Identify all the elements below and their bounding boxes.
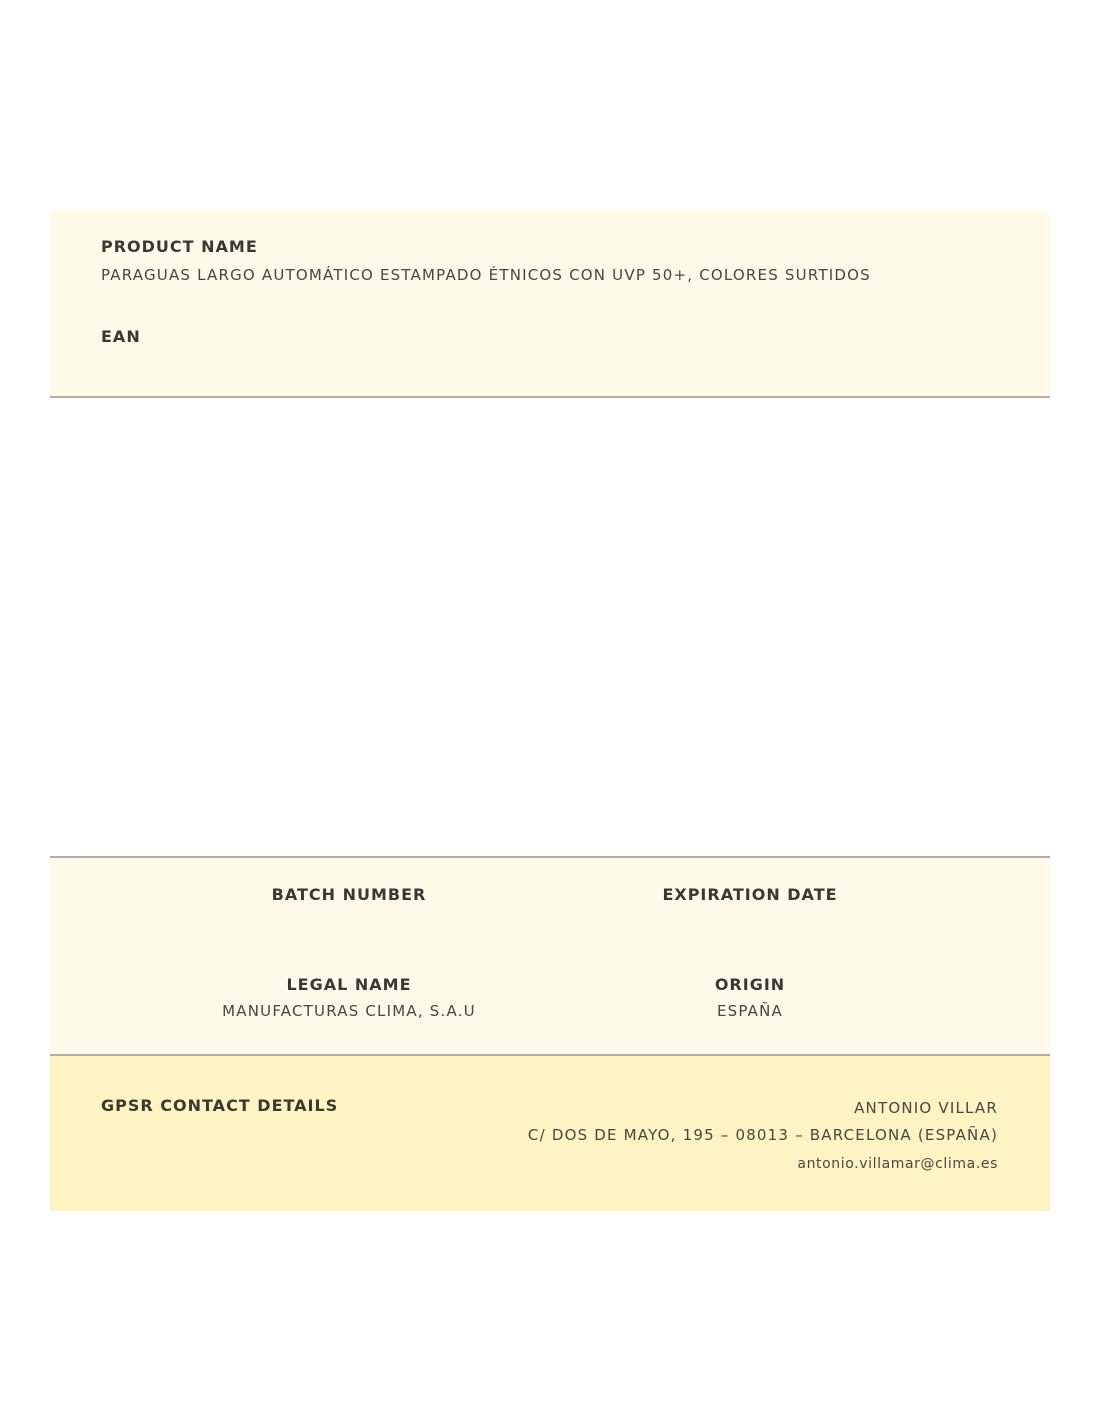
product-info-panel: [50, 211, 1050, 398]
contact-address: C/ DOS DE MAYO, 195 – 08013 – BARCELONA (ESPAÑA): [527, 1126, 998, 1144]
legal-name-value: MANUFACTURAS CLIMA, S.A.U: [222, 1002, 476, 1020]
product-name-label: PRODUCT NAME: [101, 237, 258, 256]
gpsr-contact-panel: [50, 1056, 1050, 1211]
legal-name-label: LEGAL NAME: [286, 975, 412, 994]
origin-value: ESPAÑA: [716, 1002, 784, 1020]
expiration-date-label: EXPIRATION DATE: [662, 885, 838, 904]
origin-cell: [550, 975, 950, 1020]
gpsr-contact-label: GPSR CONTACT DETAILS: [101, 1096, 339, 1115]
ean-label: EAN: [101, 327, 141, 346]
expiration-date-cell: [550, 885, 950, 904]
batch-number-label: BATCH NUMBER: [271, 885, 427, 904]
contact-name: ANTONIO VILLAR: [854, 1099, 998, 1117]
batch-legal-panel: [50, 856, 1050, 1056]
product-name-value: PARAGUAS LARGO AUTOMÁTICO ESTAMPADO ÉTNICOS CON UVP 50+, COLORES SURTIDOS: [101, 266, 871, 284]
contact-email[interactable]: antonio.villamar@clima.es: [797, 1156, 998, 1172]
origin-label: ORIGIN: [714, 975, 786, 994]
batch-number-cell: [149, 885, 549, 904]
contact-details: [528, 1095, 998, 1178]
legal-name-cell: [149, 975, 549, 1020]
